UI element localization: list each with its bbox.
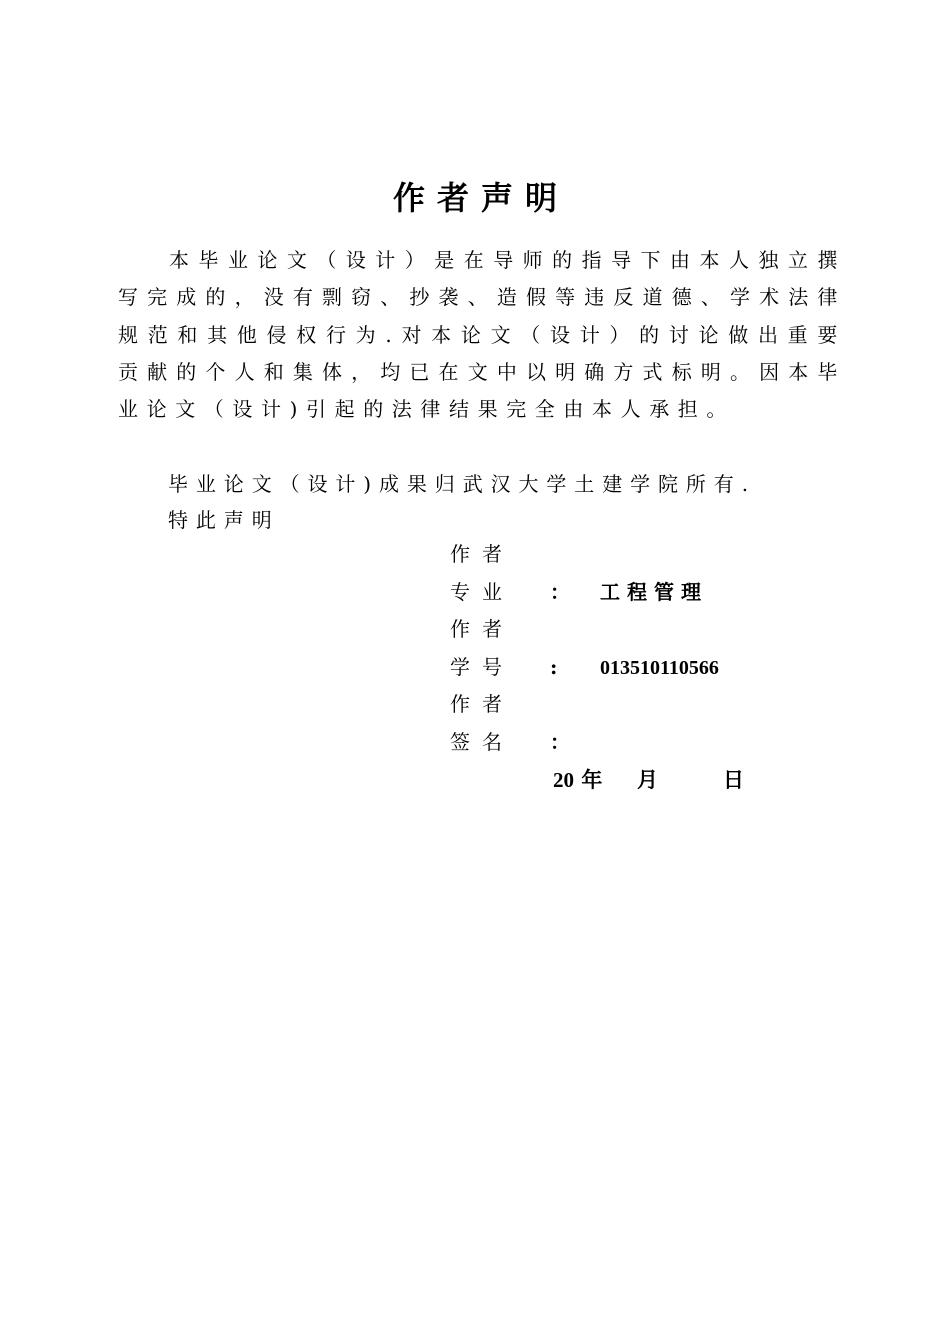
student-id-row [450, 649, 719, 687]
author-label: 作者 [450, 617, 514, 641]
declaration-closing: 特此声明 [168, 508, 280, 532]
student-id-value: 013510110566 [600, 657, 719, 679]
author-row-3 [450, 686, 550, 723]
sign-colon: ： [550, 730, 570, 754]
sign-label: 签名 [450, 730, 514, 754]
date-row [553, 761, 744, 799]
year-prefix: 20 [553, 768, 574, 792]
day-unit: 日 [723, 767, 744, 792]
signature-row [450, 724, 600, 761]
author-row-1 [450, 536, 550, 573]
declaration-paragraph: 本毕业论文（设计）是在导师的指导下由本人独立撰写完成的，没有剽窃、抄袭、造假等违反道德、学术法律规范和其他侵权行为.对本论文（设计）的讨论做出重要贡献的个人和集体，均已在文中以明确方式标明。因本毕业论文（设计)引起的法律结果完全由本人承担。 [118, 248, 846, 422]
student-id-colon: : [550, 655, 558, 679]
author-label: 作者 [450, 542, 514, 566]
major-colon: ： [550, 580, 570, 604]
month-unit: 月 [637, 767, 658, 792]
major-label: 专业 [450, 580, 514, 604]
major-row [450, 574, 708, 611]
author-label: 作者 [450, 692, 514, 716]
major-value: 工程管理 [600, 580, 708, 604]
ownership-statement: 毕业论文（设计)成果归武汉大学土建学院所有. [168, 472, 756, 496]
page-title: 作者声明 [392, 179, 569, 217]
year-unit: 年 [581, 767, 603, 792]
date-year [553, 761, 637, 799]
student-id-label: 学号 [450, 655, 514, 679]
author-row-2 [450, 611, 550, 648]
